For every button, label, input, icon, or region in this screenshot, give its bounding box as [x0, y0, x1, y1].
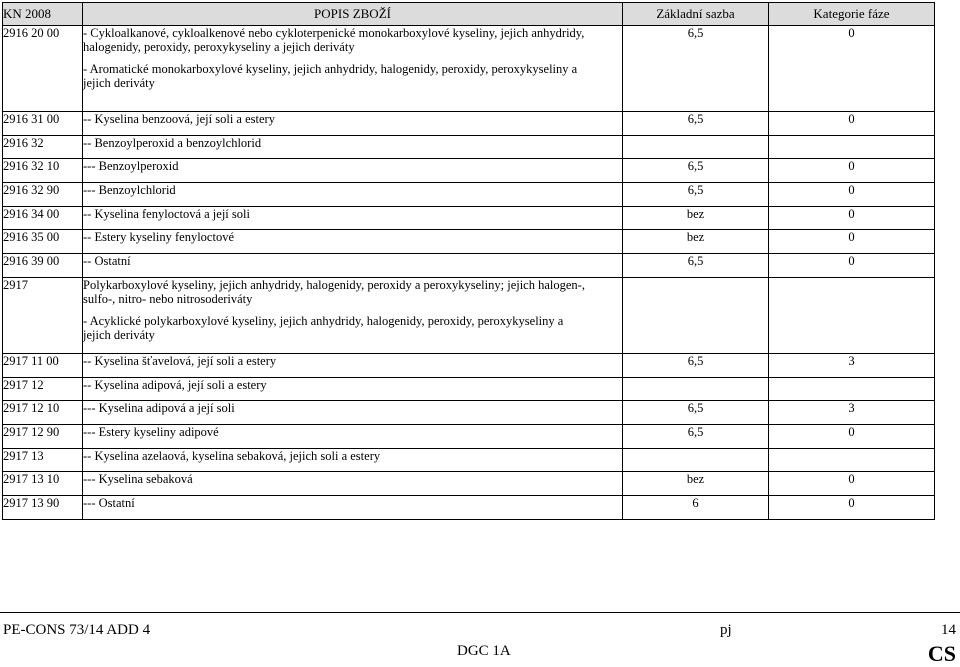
cn-code-cell: 2916 32 10 — [3, 159, 83, 183]
staging-category-cell — [769, 136, 935, 159]
staging-category-cell: 3 — [769, 354, 935, 378]
header-cn-code: KN 2008 — [3, 3, 83, 26]
table-row — [3, 254, 935, 278]
staging-category-cell: 0 — [769, 496, 935, 520]
staging-category-cell — [769, 449, 935, 472]
cn-code-cell: 2917 13 90 — [3, 496, 83, 520]
cn-code-cell: 2917 — [3, 278, 83, 354]
base-rate-cell: 6,5 — [623, 401, 769, 425]
cn-code-cell: 2917 12 90 — [3, 425, 83, 449]
description-line: --- Kyselina sebaková — [83, 472, 193, 486]
header-description: POPIS ZBOŽÍ — [83, 3, 623, 26]
header-staging-category: Kategorie fáze — [769, 3, 935, 26]
table-row — [3, 112, 935, 136]
cn-code-cell: 2916 39 00 — [3, 254, 83, 278]
table-row — [3, 425, 935, 449]
staging-category-cell: 0 — [769, 112, 935, 136]
description-cell — [83, 112, 623, 136]
description-cell — [83, 472, 623, 496]
base-rate-cell: 6,5 — [623, 254, 769, 278]
description-line: --- Benzoylchlorid — [83, 183, 176, 197]
base-rate-cell — [623, 449, 769, 472]
description-paragraph — [83, 472, 622, 486]
description-line: -- Estery kyseliny fenyloctové — [83, 230, 234, 244]
description-paragraph — [83, 159, 622, 173]
description-line: sulfo-, nitro- nebo nitrosoderiváty — [83, 292, 253, 306]
description-line: -- Kyselina adipová, její soli a estery — [83, 378, 267, 392]
staging-category-cell: 0 — [769, 26, 935, 112]
description-line: Polykarboxylové kyseliny, jejich anhydridy, halogenidy, peroxidy a peroxykyseliny; jejich halogen-, — [83, 278, 585, 292]
description-paragraph — [83, 230, 622, 244]
staging-category-cell: 0 — [769, 230, 935, 254]
description-paragraph — [83, 314, 622, 342]
staging-category-cell — [769, 278, 935, 354]
description-line: halogenidy, peroxidy, peroxykyseliny a jejich deriváty — [83, 40, 355, 54]
base-rate-cell — [623, 136, 769, 159]
staging-category-cell — [769, 378, 935, 401]
description-cell — [83, 207, 623, 230]
description-paragraph — [83, 112, 622, 126]
description-line: - Aromatické monokarboxylové kyseliny, jejich anhydridy, halogenidy, peroxidy, peroxykyseliny a — [83, 62, 578, 76]
cn-code-cell: 2916 32 90 — [3, 183, 83, 207]
table-row — [3, 401, 935, 425]
description-line: -- Ostatní — [83, 254, 131, 268]
table-row — [3, 449, 935, 472]
cn-code-cell: 2916 20 00 — [3, 26, 83, 112]
cn-code-cell: 2916 31 00 — [3, 112, 83, 136]
footer-language-code: CS — [927, 641, 956, 666]
description-paragraph — [83, 26, 622, 54]
cn-code-cell: 2916 32 — [3, 136, 83, 159]
footer-department: DGC 1A — [457, 643, 511, 659]
cn-code-cell: 2917 13 10 — [3, 472, 83, 496]
description-cell — [83, 496, 623, 520]
table-row — [3, 230, 935, 254]
description-paragraph — [83, 354, 622, 368]
staging-category-cell: 0 — [769, 254, 935, 278]
description-cell — [83, 449, 623, 472]
description-cell — [83, 136, 623, 159]
table-row — [3, 472, 935, 496]
description-cell — [83, 378, 623, 401]
base-rate-cell: 6,5 — [623, 354, 769, 378]
description-cell — [83, 425, 623, 449]
description-line: -- Benzoylperoxid a benzoylchlorid — [83, 136, 262, 150]
description-cell — [83, 183, 623, 207]
description-paragraph — [83, 278, 622, 306]
table-row — [3, 378, 935, 401]
description-line: - Acyklické polykarboxylové kyseliny, jejich anhydridy, halogenidy, peroxidy, peroxykyseliny a — [83, 314, 564, 328]
description-line: --- Benzoylperoxid — [83, 159, 179, 173]
base-rate-cell: 6,5 — [623, 26, 769, 112]
footer-document-reference: PE-CONS 73/14 ADD 4 — [3, 622, 151, 638]
description-cell — [83, 230, 623, 254]
base-rate-cell — [623, 378, 769, 401]
description-paragraph — [83, 207, 622, 221]
table-header-row — [3, 3, 935, 26]
description-cell — [83, 26, 623, 112]
cn-code-cell: 2917 12 — [3, 378, 83, 401]
description-cell — [83, 401, 623, 425]
description-line: -- Kyselina šťavelová, její soli a estery — [83, 354, 277, 368]
staging-category-cell: 0 — [769, 159, 935, 183]
base-rate-cell: 6,5 — [623, 159, 769, 183]
cn-code-cell: 2916 35 00 — [3, 230, 83, 254]
description-paragraph — [83, 449, 622, 463]
description-line: -- Kyselina fenyloctová a její soli — [83, 207, 250, 221]
base-rate-cell: 6,5 — [623, 425, 769, 449]
description-line: --- Estery kyseliny adipové — [83, 425, 219, 439]
footer-initials: pj — [720, 622, 732, 638]
description-line: jejich deriváty — [83, 76, 155, 90]
table-row — [3, 159, 935, 183]
staging-category-cell: 0 — [769, 472, 935, 496]
description-paragraph — [83, 378, 622, 392]
cn-code-cell: 2917 13 — [3, 449, 83, 472]
table-row — [3, 496, 935, 520]
staging-category-cell: 0 — [769, 183, 935, 207]
description-line: - Cykloalkanové, cykloalkenové nebo cykloterpenické monokarboxylové kyseliny, jejich anhydridy, — [83, 26, 585, 40]
description-line: -- Kyselina azelaová, kyselina sebaková, jejich soli a estery — [83, 449, 381, 463]
description-paragraph — [83, 136, 622, 150]
description-paragraph — [83, 183, 622, 197]
footer-page-number: 14 — [941, 622, 956, 638]
base-rate-cell: bez — [623, 230, 769, 254]
description-paragraph — [83, 254, 622, 268]
table-row — [3, 207, 935, 230]
cn-code-cell: 2917 11 00 — [3, 354, 83, 378]
cn-code-cell: 2916 34 00 — [3, 207, 83, 230]
staging-category-cell: 0 — [769, 207, 935, 230]
table-row — [3, 183, 935, 207]
description-cell — [83, 254, 623, 278]
header-base-rate: Základní sazba — [623, 3, 769, 26]
tariff-table — [2, 2, 935, 520]
staging-category-cell: 0 — [769, 425, 935, 449]
table-row — [3, 136, 935, 159]
tariff-table-body — [3, 26, 935, 520]
description-line: jejich deriváty — [83, 328, 155, 342]
base-rate-cell: 6,5 — [623, 183, 769, 207]
base-rate-cell — [623, 278, 769, 354]
description-cell — [83, 354, 623, 378]
base-rate-cell: bez — [623, 472, 769, 496]
page-footer — [0, 612, 960, 666]
table-row — [3, 278, 935, 354]
description-cell — [83, 159, 623, 183]
description-cell — [83, 278, 623, 354]
base-rate-cell: 6,5 — [623, 112, 769, 136]
description-line: -- Kyselina benzoová, její soli a estery — [83, 112, 275, 126]
staging-category-cell: 3 — [769, 401, 935, 425]
cn-code-cell: 2917 12 10 — [3, 401, 83, 425]
table-row — [3, 354, 935, 378]
description-paragraph — [83, 425, 622, 439]
description-paragraph — [83, 496, 622, 510]
description-line: --- Ostatní — [83, 496, 135, 510]
description-line: --- Kyselina adipová a její soli — [83, 401, 235, 415]
base-rate-cell: 6 — [623, 496, 769, 520]
base-rate-cell: bez — [623, 207, 769, 230]
description-paragraph — [83, 62, 622, 90]
table-row — [3, 26, 935, 112]
description-paragraph — [83, 401, 622, 415]
